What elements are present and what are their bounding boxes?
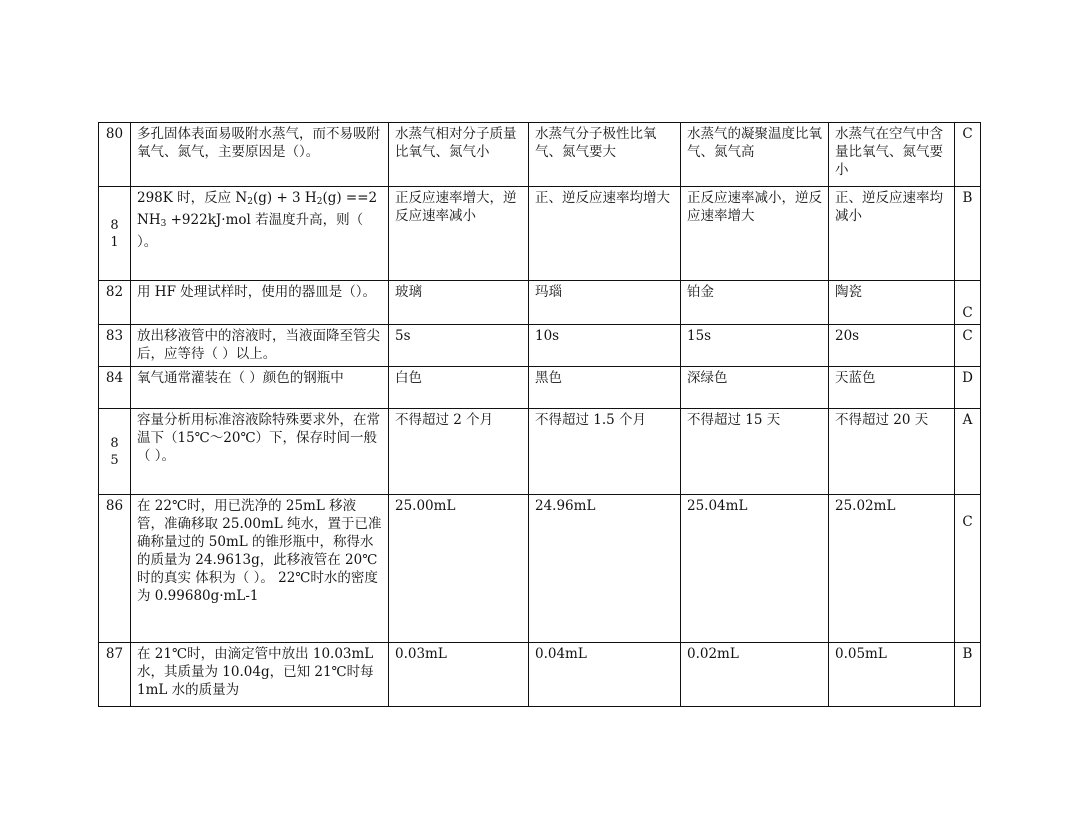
option-d: 不得超过 20 天 — [829, 409, 955, 495]
question-text: 用 HF 处理试样时，使用的器皿是（）。 — [131, 281, 389, 325]
option-d: 陶瓷 — [829, 281, 955, 325]
option-c: 铂金 — [681, 281, 829, 325]
question-number: 84 — [99, 367, 131, 409]
answer: C — [955, 325, 981, 367]
question-table — [98, 122, 981, 707]
question-number: 82 — [99, 281, 131, 325]
table-row — [99, 187, 981, 281]
option-b: 玛瑙 — [529, 281, 681, 325]
question-text: 放出移液管中的溶液时，当液面降至管尖后，应等待（ ）以上。 — [131, 325, 389, 367]
question-text: 在 21℃时，由滴定管中放出 10.03mL 水，其质量为 10.04g，已知 21℃时每 1mL 水的质量为 — [131, 643, 389, 707]
option-b: 0.04mL — [529, 643, 681, 707]
option-a: 玻璃 — [389, 281, 529, 325]
table-row — [99, 281, 981, 325]
option-c: 25.04mL — [681, 495, 829, 643]
option-a: 正反应速率增大，逆反应速率减小 — [389, 187, 529, 281]
answer: B — [955, 187, 981, 281]
answer: A — [955, 409, 981, 495]
answer: C — [955, 495, 981, 643]
option-c: 水蒸气的凝聚温度比氧气、氮气高 — [681, 123, 829, 187]
option-d: 0.05mL — [829, 643, 955, 707]
question-text: 容量分析用标准溶液除特殊要求外，在常温下（15℃～20℃）下，保存时间一般（ ）。 — [131, 409, 389, 495]
question-text: 在 22℃时，用已洗净的 25mL 移液管，准确移取 25.00mL 纯水，置于已准确称量过的 50mL 的锥形瓶中，称得水的质量为 24.9613g，此移液管在 20℃时的真实 体积为（ ）。 22℃时水的密度为 0.99680g·mL-1 — [131, 495, 389, 643]
question-text: 298K 时，反应 $N_2(g) + 3$ $H_2(g) ==2$ $NH_3 +922kJ\cdot mol$ 若温度升高，则（ ）。 — [131, 187, 389, 281]
option-c: 15s — [681, 325, 829, 367]
option-b: 黑色 — [529, 367, 681, 409]
question-number: 86 — [99, 495, 131, 643]
option-c: 深绿色 — [681, 367, 829, 409]
option-c: 0.02mL — [681, 643, 829, 707]
table-row — [99, 325, 981, 367]
option-a: 白色 — [389, 367, 529, 409]
option-c: 正反应速率减小，逆反应速率增大 — [681, 187, 829, 281]
table-row — [99, 123, 981, 187]
option-a: 水蒸气相对分子质量比氧气、氮气小 — [389, 123, 529, 187]
answer: B — [955, 643, 981, 707]
answer: C — [955, 123, 981, 187]
question-number — [99, 409, 131, 495]
option-d: 天蓝色 — [829, 367, 955, 409]
option-b: 不得超过 1.5 个月 — [529, 409, 681, 495]
option-d: 25.02mL — [829, 495, 955, 643]
question-number-vertical: 8 1 — [110, 217, 119, 250]
table-row — [99, 643, 981, 707]
question-number — [99, 187, 131, 281]
table-row — [99, 409, 981, 495]
table-row — [99, 495, 981, 643]
question-number: 87 — [99, 643, 131, 707]
option-b: 10s — [529, 325, 681, 367]
option-a: 0.03mL — [389, 643, 529, 707]
answer: C — [955, 281, 981, 325]
question-text: 氧气通常灌装在（ ）颜色的钢瓶中 — [131, 367, 389, 409]
option-d: 20s — [829, 325, 955, 367]
option-a: 不得超过 2 个月 — [389, 409, 529, 495]
option-a: 5s — [389, 325, 529, 367]
question-text: 多孔固体表面易吸附水蒸气，而不易吸附氧气、氮气，主要原因是（）。 — [131, 123, 389, 187]
option-b: 正、逆反应速率均增大 — [529, 187, 681, 281]
question-number: 83 — [99, 325, 131, 367]
option-c: 不得超过 15 天 — [681, 409, 829, 495]
option-d: 水蒸气在空气中含量比氧气、氮气要小 — [829, 123, 955, 187]
table-row — [99, 367, 981, 409]
option-d: 正、逆反应速率均减小 — [829, 187, 955, 281]
option-b: 水蒸气分子极性比氧气、氮气要大 — [529, 123, 681, 187]
question-number: 80 — [99, 123, 131, 187]
question-number-vertical: 8 5 — [110, 435, 119, 468]
option-a: 25.00mL — [389, 495, 529, 643]
answer: D — [955, 367, 981, 409]
option-b: 24.96mL — [529, 495, 681, 643]
